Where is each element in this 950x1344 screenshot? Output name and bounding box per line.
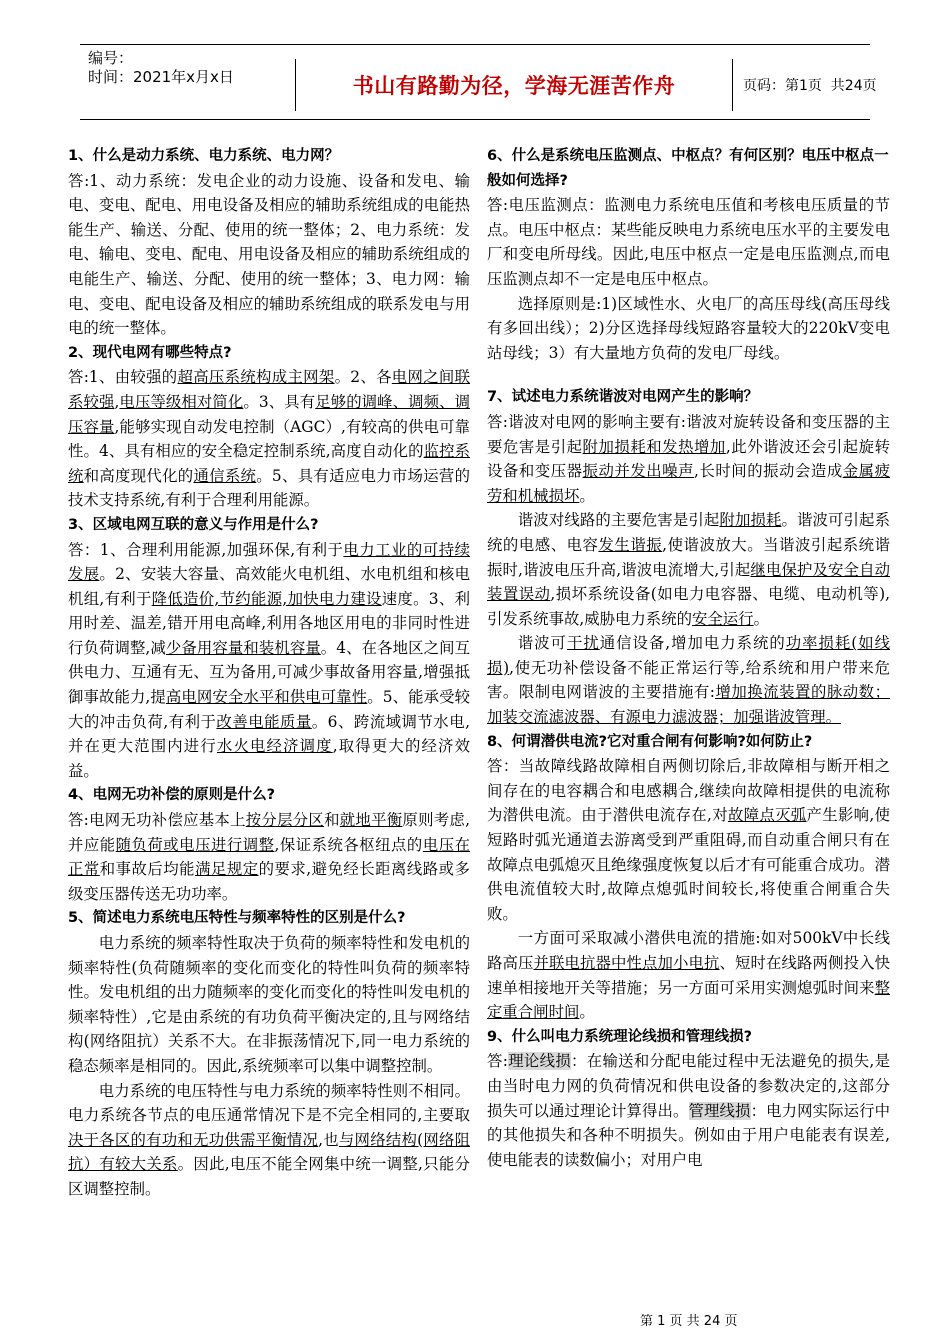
answer-text: 答:电网无功补偿应基本上按分层分区和就地平衡原则考虑,并应能随负荷或电压进行调整,保证系统各枢纽点的电压在正常和事故后均能满足规定的要求,避免经长距离线路或多级变压器传送无功功率。 — [68, 811, 470, 903]
answer-paragraph: 答:理论线损：在输送和分配电能过程中无法避免的损失,是由当时电力网的负荷情况和供电设备的参数决定的,这部分损失可以通过理论计算得出。管理线损：电力网实际运行中的其他损失和各种不明损失。例如由于用户电能表有误差,使电能表的读数偏小；对用户电 — [487, 1052, 890, 1169]
answer-paragraph: 谐波对线路的主要危害是引起附加损耗。谐波可引起系统的电感、电容发生谐振,使谐波放大。当谐波引起系统谐振时,谐波电压升高,谐波电流增大,引起继电保护及安全自动装置误动,损坏系统设备(如电力电容器、电缆、电动机等),引发系统事故,威胁电力系统的安全运行。 — [487, 511, 890, 628]
right-column — [487, 144, 890, 1172]
answer-paragraph: 一方面可采取减小潜供电流的措施:如对500kV中长线路高压并联电抗器中性点加小电抗、短时在线路两侧投入快速单相接地开关等措施；另一方面可采用实测熄弧时间来整定重合闸时间。 — [487, 929, 890, 1022]
answer-text: 答:1、动力系统：发电企业的动力设施、设备和发电、输电、变电、配电、用电设备及相应的辅助系统组成的电能热能生产、输送、分配、使用的统一整体；2、电力系统：发电、输电、变电、配电、用电设备及相应的辅助系统组成的电能生产、输送、分配、使用的统一整体；3、电力网：输电、变电、配电设备及相应的辅助系统组成的联系发电与用电的统一整体。 — [68, 171, 470, 338]
answer-text: 答:1、由较强的超高压系统构成主网架。2、各电网之间联系较强,电压等级相对简化。3、具有足够的调峰、调频、调压容量,能够实现自动发电控制（AGC）,有较高的供电可靠性。4、具有相应的安全稳定控制系统,高度自动化的监控系统和高度现代化的通信系统。5、具有适应电力市场运营的技术支持系统,有利于合理利用能源。 — [68, 368, 470, 510]
question-9 — [487, 1025, 890, 1173]
question-title: 4、电网无功补偿的原则是什么? — [68, 787, 275, 804]
question-8 — [487, 730, 890, 1025]
question-4 — [68, 783, 470, 906]
page-header — [80, 44, 877, 120]
page-footer: 第 1 页 共 24 页 — [640, 1314, 738, 1329]
question-title: 2、现代电网有哪些特点? — [68, 344, 232, 361]
question-6 — [487, 144, 890, 365]
question-title: 3、区域电网互联的意义与作用是什么? — [68, 516, 319, 533]
header-motto: 书山有路勤为径，学海无涯苦作舟 — [295, 59, 733, 111]
question-7 — [487, 385, 890, 729]
answer-paragraph: 答：当故障线路故障相自两侧切除后,非故障相与断开相之间存在的电容耦合和电感耦合,继续向故障相提供的电流称为潜供电流。由于潜供电流存在,对故障点灭弧产生影响,使短路时弧光通道去游离受到严重阻碍,而自动重合闸只有在故障点电弧熄灭且绝缘强度恢复以后才有可能重合成功。潜供电流值较大时,故障点熄弧时间较长,将使重合闸重合失败。 — [487, 757, 890, 923]
answer-paragraph: 电力系统的电压特性与电力系统的频率特性则不相同。电力系统各节点的电压通常情况下是不完全相同的,主要取决于各区的有功和无功供需平衡情况,也与网络结构(网络阻抗）有较大关系。因此,电压不能全网集中统一调整,只能分区调整控制。 — [68, 1081, 470, 1198]
question-title: 8、何谓潜供电流?它对重合闸有何影响?如何防止? — [487, 733, 813, 750]
doc-number-label: 编号： — [88, 49, 134, 67]
question-title: 7、试述电力系统谐波对电网产生的影响？ — [487, 389, 759, 406]
question-title: 9、什么叫电力系统理论线损和管理线损? — [487, 1028, 752, 1045]
question-title: 1、什么是动力系统、电力系统、电力网？ — [68, 148, 340, 164]
question-2 — [68, 341, 470, 513]
answer-paragraph: 电力系统的频率特性取决于负荷的频率特性和发电机的频率特性(负荷随频率的变化而变化的特性叫负荷的频率特性。发电机组的出力随频率的变化而变化的特性叫发电机的频率特性）,它是由系统的有功负荷平衡决定的,且与网络结构(网络阻抗）关系不大。在非振荡情况下,同一电力系统的稳态频率是相同的。因此,系统频率可以集中调整控制。 — [68, 934, 470, 1075]
question-3 — [68, 513, 470, 784]
question-1 — [68, 144, 470, 341]
header-meta — [88, 49, 284, 87]
answer-paragraph: 选择原则是:1)区域性水、火电厂的高压母线(高压母线有多回出线）；2)分区选择母线短路容量较大的220kV变电站母线；3）有大量地方负荷的发电厂母线。 — [487, 294, 890, 362]
question-5 — [68, 906, 470, 1201]
question-title: 6、什么是系统电压监测点、中枢点？有何区别？电压中枢点一般如何选择? — [487, 148, 889, 189]
answer-paragraph: 答:电压监测点：监测电力系统电压值和考核电压质量的节点。电压中枢点：某些能反映电力系统电压水平的主要发电厂和变电所母线。因此,电压中枢点一定是电压监测点,而电压监测点却不一定是电压中枢点。 — [487, 196, 890, 288]
answer-paragraph: 谐波可干扰通信设备,增加电力系统的功率损耗(如线损),使无功补偿设备不能正常运行等,给系统和用户带来危害。限制电网谐波的主要措施有:增加换流装置的脉动数；加装交流滤波器、有源电力滤波器；加强谐波管理。 — [487, 634, 890, 727]
left-column — [68, 144, 470, 1202]
highlight-term: 管理线损 — [688, 1101, 751, 1120]
question-title: 5、简述电力系统电压特性与频率特性的区别是什么? — [68, 910, 406, 927]
header-page-info: 页码：第1页 共24页 — [743, 78, 877, 94]
doc-time-label: 时间：2021年x月x日 — [88, 68, 234, 86]
answer-paragraph: 答:谐波对电网的影响主要有:谐波对旋转设备和变压器的主要危害是引起附加损耗和发热增加,此外谐波还会引起旋转设备和变压器振动并发出噪声,长时间的振动会造成金属疲劳和机械损坏。 — [487, 412, 890, 505]
highlight-term: 理论线损 — [507, 1052, 572, 1071]
answer-text: 答：1、合理利用能源,加强环保,有利于电力工业的可持续发展。2、安装大容量、高效能火电机组、水电机组和核电机组,有利于降低造价,节约能源,加快电力建设速度。3、利用时差、温差,错开用电高峰,利用各地区用电的非同时性进行负荷调整,减少备用容量和装机容量。4、在各地区之间互供电力、互通有无、互为备用,可减少事故备用容量,增强抵御事故能力,提高电网安全水平和供电可靠性。5、能承受较大的冲击负荷,有利于改善电能质量。6、跨流域调节水电,并在更大范围内进行水火电经济调度,取得更大的经济效益。 — [68, 540, 470, 780]
